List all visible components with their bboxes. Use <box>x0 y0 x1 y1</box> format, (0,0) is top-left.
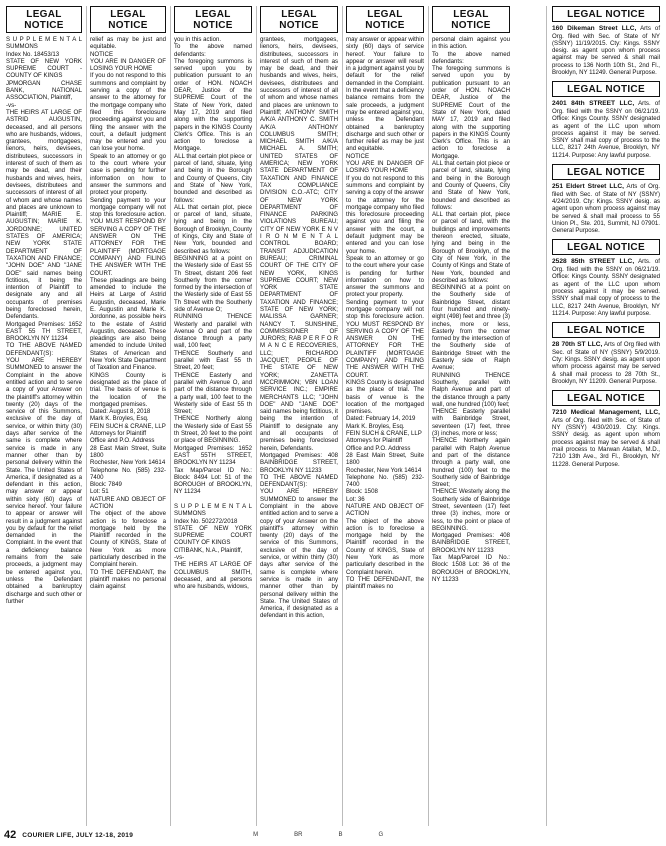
llc-notice-body <box>552 258 660 317</box>
llc-name: 2401 84th STREET LLC, <box>552 100 635 108</box>
column-rule <box>428 6 429 826</box>
llc-notice-body <box>552 409 660 468</box>
llc-name: 2528 85th STREET LLC, <box>552 258 635 266</box>
publication-line: COURIER LIFE, JULY 12-18, 2019 <box>22 831 134 839</box>
llc-notice-text: Arts of Org. filed with Sec. of State of NY (SSNY) 4/24/2019. Cty: Kings. SSNY desig. as agent upon whom process against may be served & shall mail process to 55 Union Pl., Ste. 201, Summit, NJ 07901. General Purpose. <box>552 183 660 235</box>
color-mark: G <box>378 832 384 838</box>
notice-body: you in this action. To the above named defendants: The foregoing summons is served upon you by publication pursuant to an order of HON. NOACH DEAR, Justice of the SUPREME Court of the State of New York, dated May 17, 2019 and filed along with the supporting papers in the KINGS County Clerk's Office. This is an action to foreclose a Mortgage. ALL that certain plot piece or parcel of land, situate, lying and being in the Borough and County of Queens, City and State of New York, bounded and described as follows: ALL that certain plot, piece or parcel of land, situate, lying and being in the Borough of Brooklyn, County of Kings, City and State of New York, bounded and described as follows: BEGINNING at a point on the Westerly side of East 55 Th Street, distant 206 feet Southerly from the corner formed by the intersection of the Westerly side of East 55 Th Street with the Southerly side of Avenue O; RUNNING THENCE Westerly and parallel with Avenue O and part of the distance through a party wall, 100 feet; THENCE Southerly and parallel with East 55 th Street, 20 feet; THENCE Easterly and parallel with Avenue O, and part of the distance through a party wall, 100 feet to the Westerly side of East 55 th Street; THENCE Northerly along the Westerly side of East 55 th Street, 20 feet to the point or place of BEGINNING. Mortgaged Premises: 1652 EAST 55TH STREET, BROOKLYN NY 11234 Tax Map/Parcel ID No.: Block: 8494 Lot: 51 of the BOROUGH of BROOKLYN, NY 11234 S U P P L E M E N T A L SUMMONS Index No. 502272/2018 STATE OF NEW YORK SUPREME COURT COUNTY OF KINGS CITIBANK, N.A., Plaintiff, -vs- THE HEIRS AT LARGE OF COLUMBUS SMITH, deceased, and all persons who are husbands, widows, <box>174 36 252 591</box>
column-rule <box>86 6 87 826</box>
llc-name: 7210 Medical Management, LLC, <box>552 409 660 417</box>
legal-notice-header: LEGAL NOTICE <box>552 81 660 97</box>
llc-notice-text: Arts. of Org. filed with the SSNY on 06/21/19. Office: Kings County. SSNY designated as agent of the LLC upon whom process against it may be served. SSNY shall mail copy of process to the LLC, 8217 24th Avenue, Brooklyn, NY 11214. Purpose: Any lawful purpose. <box>552 258 660 317</box>
llc-notice-body <box>552 183 660 234</box>
llc-notice <box>552 239 660 317</box>
llc-notice <box>552 81 660 159</box>
llc-notice <box>552 390 660 468</box>
notice-body: grantees, mortgagees, lienors, heirs, devisees, distributees, successors in interest of such of them as may be dead, and their husbands and wives, heirs, devisees, distributees and successors of interest of all of whom and whose names and places are unknown to Plaintiff; ANTHONY SMITH A/K/A ANTHONY C. SMITH A/K/A ANTHONY COLUMBUS SMITH; MICHAEL SMITH A/K/A MICHAEL A. SMITH; UNITED STATES OF AMERICA; NEW YORK STATE DEPARTMENT OF TAXATION AND FINANCE TAX COMPLIANCE DIVISION C.O.-ATC; CITY OF NEW YORK DEPARTMENT OF FINANCE PARKING VIOLATIONS BUREAU; CITY OF NEW YORK E N V I R O N M E N T A L CONTROL BOARD; TRANSIT ADJUDICATION BUREAU; CRIMINAL COURT OF THE CITY OF NEW YORK, KINGS SUPREME COURT; NEW YORK STATE DEPARTMENT OF TAXATION AND FINANCE; STATE OF NEW YORK; MALISSA GARNER; NANCY T. SUNSHINE, COMMISSIONER OF JURORS; RAB P E R F O R M A N C E RECOVERIES, LLC; RICHARDO JACQUET; PEOPLE OF THE STATE OF NEW YORK; ZANETTA MCCRIMMON; VBN LOAN SERVICE INC.; EMPIRE MERCHANTS LLC; "JOHN DOE" AND "JANE DOE" said names being fictitious, it being the intention of Plaintiff to designate any and all occupants of premises being foreclosed herein, Defendants. Mortgaged Premises: 408 BAINBRIDGE STREET, BROOKLYN NY 11233 TO THE ABOVE NAMED DEFENDANT(S): YOU ARE HEREBY SUMMONED to answer the Complaint in the above entitled action and to serve a copy of your Answer on the plaintiff's attorney within twenty (20) days of the service of this Summons, exclusive of the day of service, or within thirty (30) days after service of the same is complete where service is made in any manner other than by personal delivery within the State. The United States of America, if designated as a defendant in this action, <box>260 36 338 620</box>
column-rule <box>342 6 343 826</box>
notice-body: personal claim against you in this action. To the above named defendants: The foregoing summons is served upon you by publication pursuant to an order of HON. NOACH DEAR, Justice of the SUPREME Court of the State of New York, dated MAY 17, 2019 and filed along with the supporting papers in the KINGS County Clerk's Office. This is an action to foreclose a Mortgage. ALL that certain plot piece or parcel of land, situate, lying and being in the Borough and County of Queens, City and State of New York, bounded and described as follows: ALL that certain plot, piece or parcel of land, with the buildings and improvements thereon erected, situate, lying and being in the Borough of Brooklyn, of the City of New York, in the County of Kings and State of New York, bounded and described as follows: BEGINNING at a point on the Southerly side of Bainbridge Street, distant four hundred and ninety-eight (498) feet and three (3) inches, more or less, Easterly from the corner formed by the intersection of the Southerly side of Bainbridge Street with the Easterly side of Ralph Avenue; RUNNING THENCE Southerly, parallel with Ralph Avenue and part of the distance through a party wall, one hundred (100) feet; THENCE Easterly parallel with Bainbridge Street, seventeen (17) feet, three (3) inches, more or less; THENCE Northerly again parallel with Ralph Avenue and part of the distance through a party wall, one hundred (100) feet to the Southerly side of Bainbridge Street; THENCE Westerly along the Southerly side of Bainbridge Street, seventeen (17) feet three (3) inches, more or less, to the point or place of BEGINNING. Mortgaged Premises: 408 BAINBRIDGE STREET, BROOKLYN NY 11233 Tax Map/Parcel ID No.: Block: 1508 Lot: 36 of the BOROUGH of BROOKLYN, NY 11233 <box>432 36 510 583</box>
legal-notice-header: LEGAL NOTICE <box>552 390 660 406</box>
legal-notice-header: LEGAL NOTICE <box>90 6 166 33</box>
legal-notice-header: LEGAL NOTICE <box>552 322 660 338</box>
llc-notice-text: Arts of Org. filed with Sec. of State of NY (SSNY) 4/30/2019. Cty: Kings. SSNY desig. as agent upon whom process against may be served & shall mail process to Marwan Atallah, M.D., 7210 13th Ave., 3rd Fl., Brooklyn, NY 11228. General Purpose. <box>552 416 660 468</box>
legal-notice-header: LEGAL NOTICE <box>260 6 338 33</box>
column-2 <box>88 6 168 826</box>
column-5 <box>344 6 426 826</box>
column-1 <box>4 6 84 826</box>
llc-notice <box>552 322 660 385</box>
column-rule <box>256 6 257 826</box>
legal-notice-header: LEGAL NOTICE <box>346 6 424 33</box>
notice-body: may answer or appear within sixty (60) days of service hereof. Your failure to appear or answer will result in a judgment against you by default for the relief demanded in the Complaint. In the event that a deficiency balance remains from the sale proceeds, a judgment may be entered against you, unless the Defendant obtained a bankruptcy discharge and such other or further relief as may be just and equitable. NOTICE YOU ARE IN DANGER OF LOSING YOUR HOME If you do not respond to this summons and complaint by serving a copy of the answer to the attorney for the mortgage company who filed this foreclosure proceeding against you and filing the answer with the court, a default judgment may be entered and you can lose your home. Speak to an attorney or go to the court where your case is pending for further information on how to answer the summons and protect your property. Sending payment to your mortgage company will not stop this foreclosure action. YOU MUST RESPOND BY SERVING A COPY OF THE ANSWER ON THE ATTORNEY FOR THE PLAINTIFF (MORTGAGE COMPANY) AND FILING THE ANSWER WITH THE COURT. KINGS County is designated as the place of trial. The basis of venue is the location of the mortgaged premises. Dated: February 14, 2019 Mark K. Broyles, Esq. FEIN SUCH & CRANE, LLP Attorneys for Plaintiff Office and P.O. Address 28 East Main Street, Suite 1800 Rochester, New York 14614 Telephone No. (585) 232-7400 Block: 1508 Lot: 36 NATURE AND OBJECT OF ACTION The object of the above action is to foreclose a mortgage held by the Plaintiff recorded in the County of KINGS, State of New York as more particularly described in the Complaint herein. TO THE DEFENDANT, the plaintiff makes no <box>346 36 424 591</box>
column-rule <box>546 6 547 826</box>
legal-notice-header: LEGAL NOTICE <box>552 6 660 22</box>
llc-name: 251 Eldert Street LLC, <box>552 183 624 191</box>
column-4 <box>258 6 340 826</box>
legal-notice-header: LEGAL NOTICE <box>432 6 510 33</box>
page-footer <box>4 828 662 842</box>
page-number: 42 <box>4 829 17 841</box>
column-3 <box>172 6 254 826</box>
legal-notice-header: LEGAL NOTICE <box>6 6 82 33</box>
legal-notice-header: LEGAL NOTICE <box>552 239 660 255</box>
llc-name: 28 70th ST LLC, <box>552 341 603 349</box>
legal-notice-header: LEGAL NOTICE <box>552 164 660 180</box>
llc-notice-body <box>552 25 660 76</box>
llc-name: 160 Dikeman Street LLC, <box>552 25 637 32</box>
notice-body: S U P P L E M E N T A L SUMMONS Index No. 18453/13 STATE OF NEW YORK SUPREME COURT - COUNTY OF KINGS JPMORGAN CHASE BANK, NATIONAL ASSOCIATION, Plaintiff, -vs- THE HEIRS AT LARGE OF ASTRID AUGUSTIN, deceased, and all persons who are husbands, widows, grantees, mortgagees, lienors, heirs, devisees, distributees, successors in interest of such of them as may be dead, and their husbands and wives, heirs, devisees, distributees and successors of interest of all of whom and whose names and places are unknown to Plaintiff; MARIE E. AUGUSTIN; MARIE K. JORDONNE; UNITED STATES OF AMERICA; NEW YORK STATE DEPARTMENT OF TAXATION AND FINANCE; "JOHN DOE" AND "JANE DOE" said names being fictitious, it being the intention of Plaintiff to designate any and all occupants of premises being foreclosed herein, Defendants. Mortgaged Premises: 1652 EAST 55 TH STREET, BROOKLYN NY 11234 TO THE ABOVE NAMED DEFENDANT(S): YOU ARE HEREBY SUMMONED to answer the Complaint in the above entitled action and to serve a copy of your Answer on the plaintiff's attorney within twenty (20) days of the service of this Summons, exclusive of the day of service, or within thirty (30) days after service of the same is complete where service is made in any manner other than by personal delivery within the State. The United States of America, if designated as a defendant in this action, may answer or appear within sixty (60) days of service hereof. Your failure to appear or answer will result in a judgment against you by default for the relief demanded in the Complaint. In the event that a deficiency balance remains from the sale proceeds, a judgment may be entered against you, unless the Defendant obtained a bankruptcy discharge and such other or further <box>6 36 82 605</box>
notice-body: relief as may be just and equitable. NOTICE YOU ARE IN DANGER OF LOSING YOUR HOME If you do not respond to this summons and complaint by serving a copy of the answer to the attorney for the mortgage company who filed this foreclosure proceeding against you and filing the answer with the court, a default judgment may be entered and you can lose your home. Speak to an attorney or go to the court where your case is pending for further information on how to answer the summons and protect your property. Sending payment to your mortgage company will not stop this foreclosure action. YOU MUST RESPOND BY SERVING A COPY OF THE ANSWER ON THE ATTORNEY FOR THE PLAINTIFF (MORTGAGE COMPANY) AND FILING THE ANSWER WITH THE COURT. These pleadings are being amended to include the Heirs at Large of Astrid Augustin, deceased, Marie E. Augustin and Marie K. Jordonne, as possible heirs to the estate of Astrid Augustin, deceased. These pleadings are also being amended to include United States of American and New York State Department of Taxation and Finance. KINGS County is designated as the place of trial. The basis of venue is the location of the mortgaged premises. Dated: August 8, 2018 Mark K. Broyles, Esq. FEIN SUCH & CRANE, LLP Attorneys for Plaintiff Office and P.O. Address 28 East Main Street, Suite 1800 Rochester, New York 14614 Telephone No. (585) 232-7400 Block: 7849 Lot: 51 NATURE AND OBJECT OF ACTION The object of the above action is to foreclose a mortgage held by the Plaintiff recorded in the County of KINGS, State of New York as more particularly described in the Complaint herein. TO THE DEFENDANT, the plaintiff makes no personal claim against <box>90 36 166 591</box>
llc-notice-body <box>552 100 660 159</box>
column-7 <box>550 6 662 826</box>
color-mark: BR <box>294 832 303 838</box>
llc-notice-text: Arts. of Org. filed with the SSNY on 06/21/19. Office: Kings County. SSNY designated as agent of the LLC upon whom process against it may be served. SSNY shall mail copy of process to the LLC, 8217 24th Avenue, Brooklyn, NY 11214. Purpose: Any lawful purpose. <box>552 100 660 159</box>
llc-notice <box>552 6 660 76</box>
llc-notice-body <box>552 341 660 385</box>
llc-notice <box>552 164 660 234</box>
color-mark: M <box>253 832 259 838</box>
color-registration-marks <box>253 832 383 838</box>
llc-notice-text: Arts of Org filed with Sec. of State of NY (SSNY) 5/9/2019. Cty: Kings. SSNY desig. as agent upon whom process against may be served & shall mail process to 28 70th St., Brooklyn, NY 11209. General Purpose. <box>552 341 660 385</box>
llc-notice-text: Arts of Org. filed with Sec. of State of NY (SSNY) 11/19/2015. Cty: Kings. SSNY desig. as agent upon whom process against may be served & shall mail process to 136 North 10th St., 2nd Fl., Brooklyn, NY 11249. General Purpose. <box>552 25 661 77</box>
color-mark: B <box>338 832 343 838</box>
legal-notice-header: LEGAL NOTICE <box>174 6 252 33</box>
column-rule <box>170 6 171 826</box>
column-6 <box>430 6 512 826</box>
